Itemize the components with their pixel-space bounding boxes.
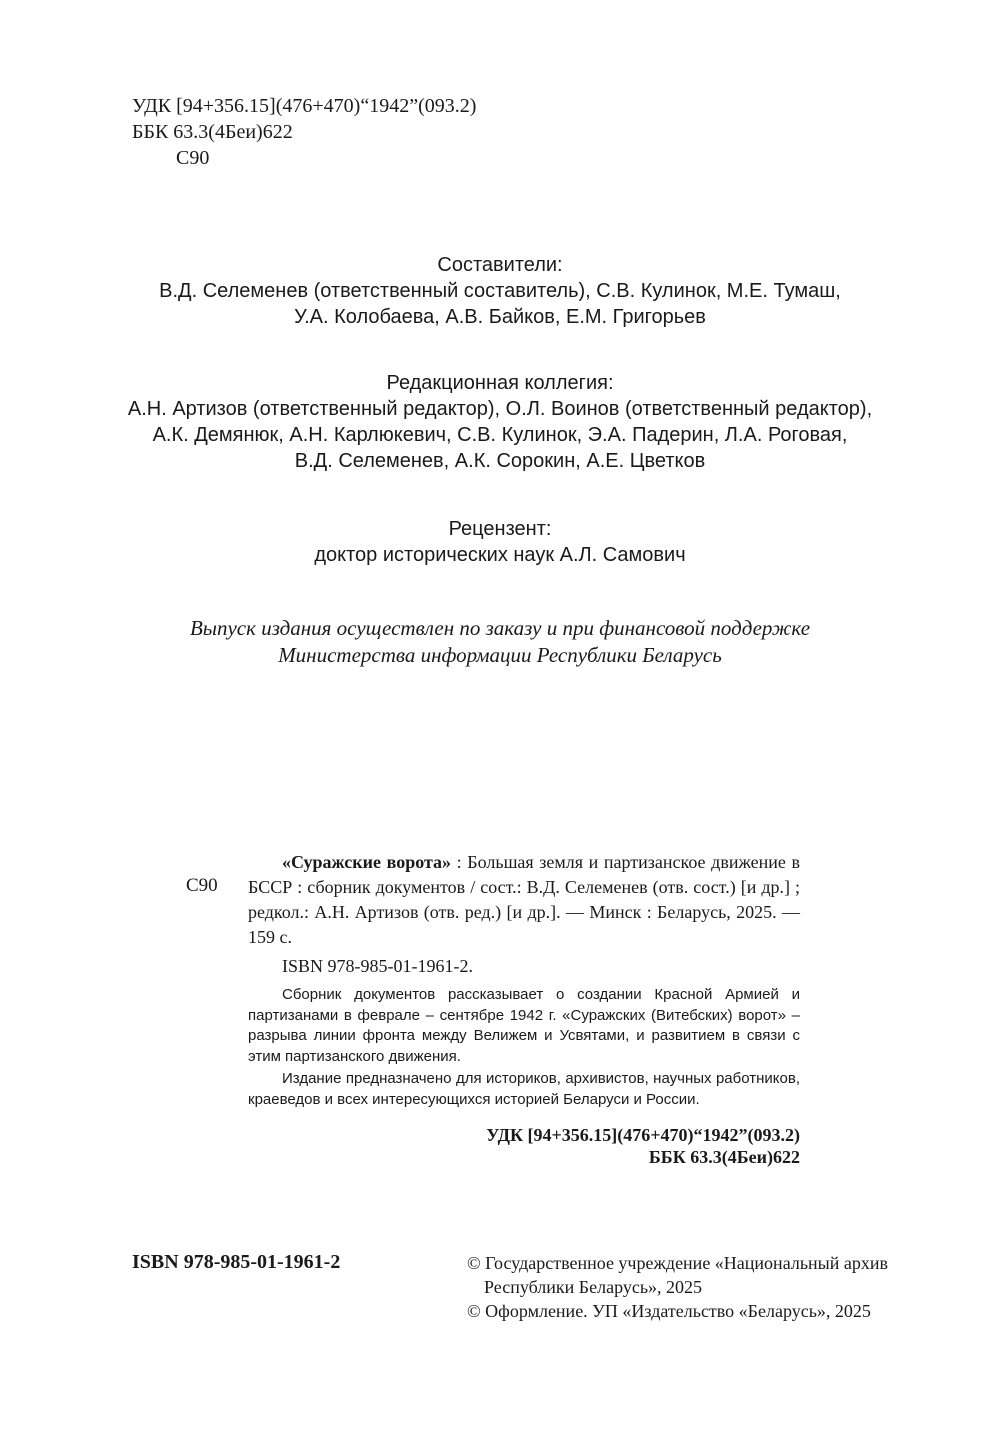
card-isbn: ISBN 978-985-01-1961-2.: [282, 956, 473, 976]
editorial-board-line: А.К. Демянюк, А.Н. Карлюкевич, С.В. Кулинок, Э.А. Падерин, Л.А. Роговая,: [152, 424, 848, 446]
copyright-line: © Оформление. УП «Издательство «Беларусь», 2025: [467, 1301, 871, 1321]
compilers-heading: Составители:: [437, 254, 563, 276]
card-title: «Суражские ворота»: [282, 852, 452, 872]
editorial-board-heading: Редакционная коллегия:: [386, 372, 614, 394]
copyright-line: © Государственное учреждение «Национальный архив: [467, 1253, 889, 1273]
classification-codes: [132, 93, 476, 171]
editorial-board-line: А.Н. Артизов (ответственный редактор), О.Л. Воинов (ответственный редактор),: [127, 398, 873, 420]
card-bibliographic-description: [248, 850, 800, 950]
funding-note: [0, 615, 1000, 669]
card-purpose: Издание предназначено для историков, архивистов, научных работников, краеведов и всех интересующихся историей Беларуси и России.: [248, 1070, 800, 1108]
funding-note-line: Выпуск издания осуществлен по заказу и при финансовой поддержке: [189, 616, 811, 640]
compilers-line: В.Д. Селеменев (ответственный составитель), С.В. Кулинок, М.Е. Тумаш,: [159, 280, 841, 302]
card-author-sign: С90: [186, 875, 218, 896]
card-codes: [248, 1124, 800, 1168]
bbk-code: ББК 63.3(4Беи)622: [132, 121, 293, 143]
editorial-board-line: В.Д. Селеменев, А.К. Сорокин, А.Е. Цветков: [294, 450, 706, 472]
reviewer-heading: Рецензент:: [448, 518, 552, 540]
card-udk: УДК [94+356.15](476+470)“1942”(093.2): [486, 1125, 800, 1145]
catalog-card: [248, 850, 800, 1168]
compilers-block: [0, 252, 1000, 330]
footer-isbn: ISBN 978-985-01-1961-2: [132, 1251, 341, 1273]
reviewer-line: доктор исторических наук А.Л. Самович: [314, 544, 686, 566]
card-description: : Большая земля и партизанское движение в БССР : сборник документов / сост.: В.Д. Селеменев (отв. сост.) [и др.] ; редкол.: А.Н. Артизов (отв. ред.) [и др.]. — Минск : Беларусь, 2025. — 159 с.: [248, 852, 800, 947]
reviewer-block: [0, 516, 1000, 568]
card-bbk: ББК 63.3(4Беи)622: [648, 1147, 800, 1167]
copyright-line: Республики Беларусь», 2025: [484, 1277, 703, 1297]
editorial-board-block: [0, 370, 1000, 474]
card-annotation: Сборник документов рассказывает о создании Красной Армией и партизанами в феврале – сентябре 1942 г. «Суражских (Витебских) ворот» – разрыва линии фронта между Велижем и Усвятами, и развитием в связи с этим партизанского движения.: [248, 986, 800, 1065]
copyright-block: [467, 1251, 888, 1323]
author-sign: С90: [176, 147, 210, 169]
funding-note-line: Министерства информации Республики Беларусь: [278, 643, 722, 667]
compilers-line: У.А. Колобаева, А.В. Байков, Е.М. Григорьев: [294, 306, 706, 328]
udk-code: УДК [94+356.15](476+470)“1942”(093.2): [132, 95, 477, 117]
